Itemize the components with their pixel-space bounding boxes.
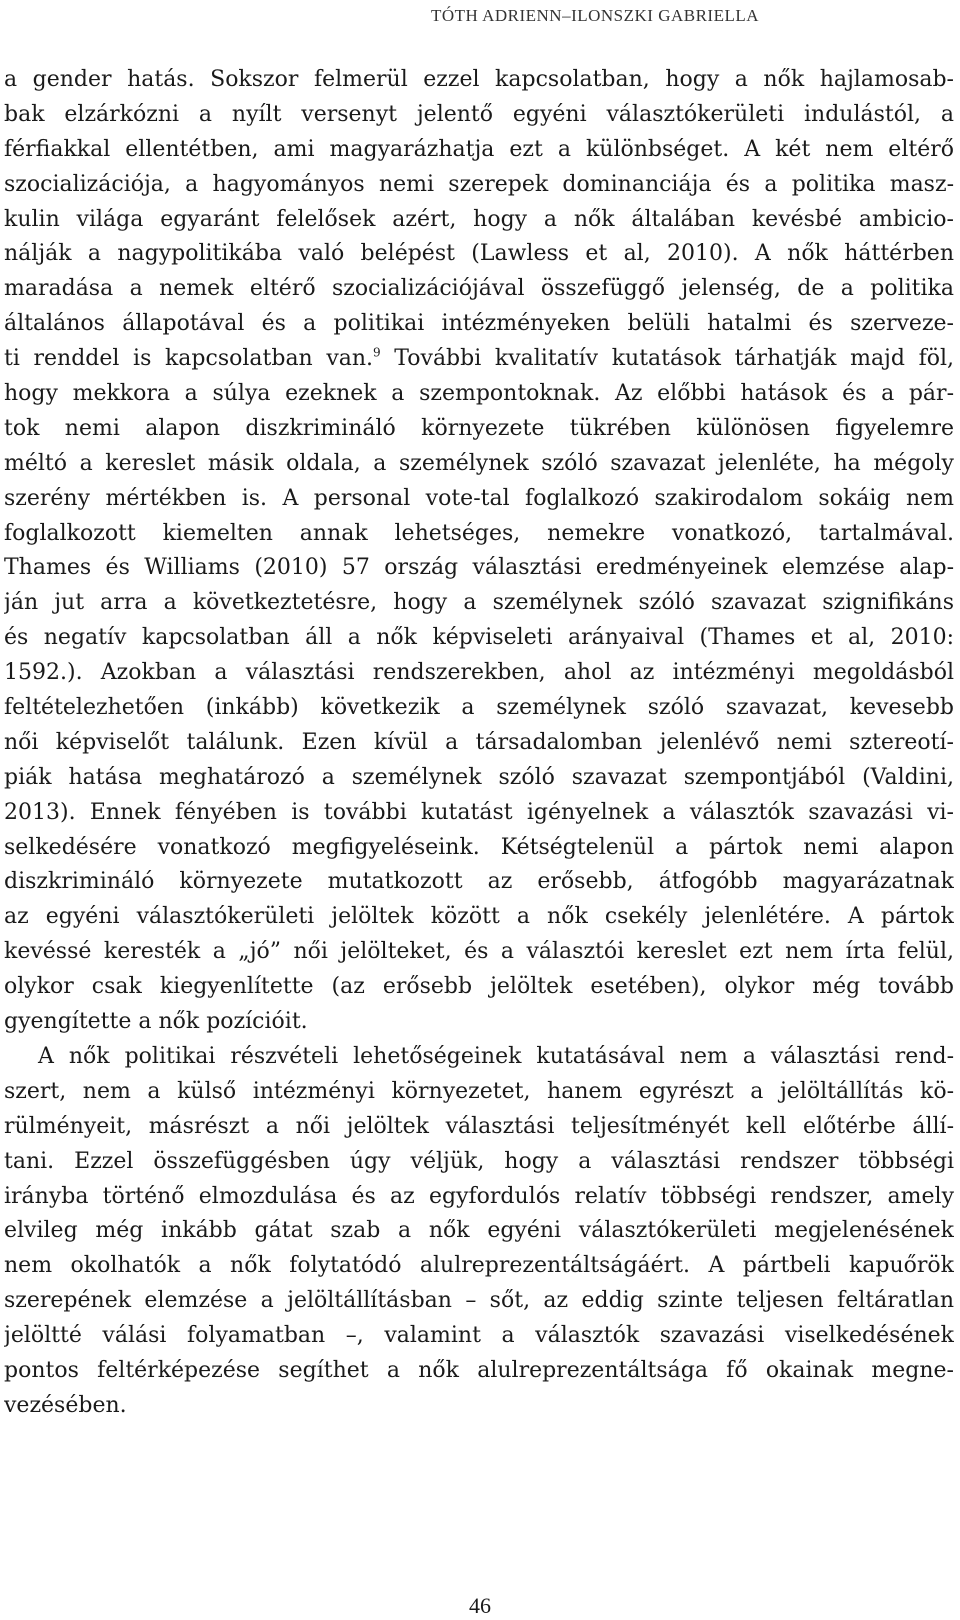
text-line: bak elzárkózni a nyílt versenyt jelentő egyéni választókerületi indulástól, a <box>4 101 954 127</box>
text-line: elvileg még inkább gátat szab a nők egyéni választókerületi megjelenésének <box>4 1218 954 1244</box>
text-line: gyengítette a nők pozícióit. <box>4 1009 308 1035</box>
text-line: feltételezhetően (inkább) következik a személynek szóló szavazat, kevesebb <box>4 695 954 721</box>
text-line: tani. Ezzel összefüggésben úgy véljük, hogy a választási rendszer többségi <box>4 1148 954 1174</box>
text-line: hogy mekkora a súlya ezeknek a szempontoknak. Az előbbi hatások és a pár- <box>4 381 954 407</box>
text-line: szerény mértékben is. A personal vote-tal foglalkozó szakirodalom sokáig nem <box>4 485 954 511</box>
text-line: tok nemi alapon diszkrimináló környezete tükrében különösen figyelemre <box>4 415 954 441</box>
body-text <box>4 63 954 1424</box>
text-line: női képviselőt találunk. Ezen kívül a társadalomban jelenlévő nemi sztereotí- <box>4 729 954 755</box>
text-line: maradása a nemek eltérő szocializációjával összefüggő jelenség, de a politika <box>4 276 954 302</box>
text-line: szert, nem a külső intézményi környezetet, hanem egyrészt a jelöltállítás kö- <box>4 1078 954 1104</box>
text-line: az egyéni választókerületi jelöltek között a nők csekély jelenlétére. A pártok <box>4 904 954 930</box>
text-line: a gender hatás. Sokszor felmerül ezzel kapcsolatban, hogy a nők hajlamosab- <box>4 67 954 92</box>
text-line: nem okolhatók a nők folytatódó alulreprezentáltságáért. A pártbeli kapuőrök <box>4 1253 954 1279</box>
text-line: piák hatása meghatározó a személynek szóló szavazat szempontjából (Valdini, <box>4 764 954 790</box>
text-line: szerepének elemzése a jelöltállításban – sőt, az eddig szinte teljesen feltáratlan <box>4 1288 954 1314</box>
running-header: TÓTH ADRIENN–ILONSZKI GABRIELLA <box>430 6 760 25</box>
text-line: ján jut arra a következtetésre, hogy a személynek szóló szavazat szignifikáns <box>4 590 954 616</box>
text-line: selkedésére vonatkozó megfigyeléseink. Kétségtelenül a pártok nemi alapon <box>4 834 954 860</box>
text-line: Thames és Williams (2010) 57 ország választási eredményeinek elemzése alap- <box>4 555 954 581</box>
text-line: olykor csak kiegyenlítette (az erősebb jelöltek esetében), olykor még tovább <box>4 974 954 1000</box>
text-line: férfiakkal ellentétben, ami magyarázhatja ezt a különbséget. A két nem eltérő <box>4 136 954 162</box>
text-line: diszkrimináló környezete mutatkozott az erősebb, átfogóbb magyarázatnak <box>4 869 954 895</box>
text-line: és negatív kapcsolatban áll a nők képviseleti arányaival (Thames et al, 2010: <box>4 625 954 651</box>
text-line: pontos feltérképezése segíthet a nők alulreprezentáltsága fő okainak megne- <box>4 1357 954 1383</box>
paragraph-1 <box>4 63 954 1040</box>
text-line-with-footnote <box>4 342 954 377</box>
line-text: ti renddel is kapcsolatban van. <box>4 346 374 372</box>
text-line: kevéssé keresték a „jó” női jelölteket, és a választói kereslet ezt nem írta felül, <box>4 939 954 965</box>
text-line: 2013). Ennek fényében is további kutatást igényelnek a választók szavazási vi- <box>4 799 954 825</box>
text-line: jelöltté válási folyamatban –, valamint a választók szavazási viselkedésének <box>4 1323 954 1349</box>
page-number: 46 <box>469 1593 491 1618</box>
text-line: irányba történő elmozdulása és az egyfordulós relatív többségi rendszer, amely <box>4 1183 954 1209</box>
text-line: szocializációja, a hagyományos nemi szerepek dominanciája és a politika masz- <box>4 171 954 197</box>
text-line: kulin világa egyaránt felelősek azért, hogy a nők általában kevésbé ambicio- <box>4 206 954 232</box>
text-line: 1592.). Azokban a választási rendszerekben, ahol az intézményi megoldásból <box>4 660 954 686</box>
text-line: nálják a nagypolitikába való belépést (Lawless et al, 2010). A nők háttérben <box>4 241 954 267</box>
text-line: A nők politikai részvételi lehetőségeinek kutatásával nem a választási rend- <box>38 1043 954 1069</box>
text-line: foglalkozott kiemelten annak lehetséges, nemekre vonatkozó, tartalmával. <box>4 520 954 546</box>
paragraph-2 <box>4 1040 954 1424</box>
text-line: vezésében. <box>4 1392 127 1418</box>
text-line: általános állapotával és a politikai intézményeken belüli hatalmi és szerveze- <box>4 311 954 337</box>
text-line: rülményeit, másrészt a női jelöltek választási teljesítményét kell előtérbe állí- <box>4 1113 954 1139</box>
line-text-continuation: További kvalitatív kutatások tárhatják majd föl, <box>380 346 954 372</box>
text-line: méltó a kereslet másik oldala, a személynek szóló szavazat jelenléte, ha mégoly <box>4 450 954 476</box>
footnote-reference[interactable]: 9 <box>373 345 381 360</box>
